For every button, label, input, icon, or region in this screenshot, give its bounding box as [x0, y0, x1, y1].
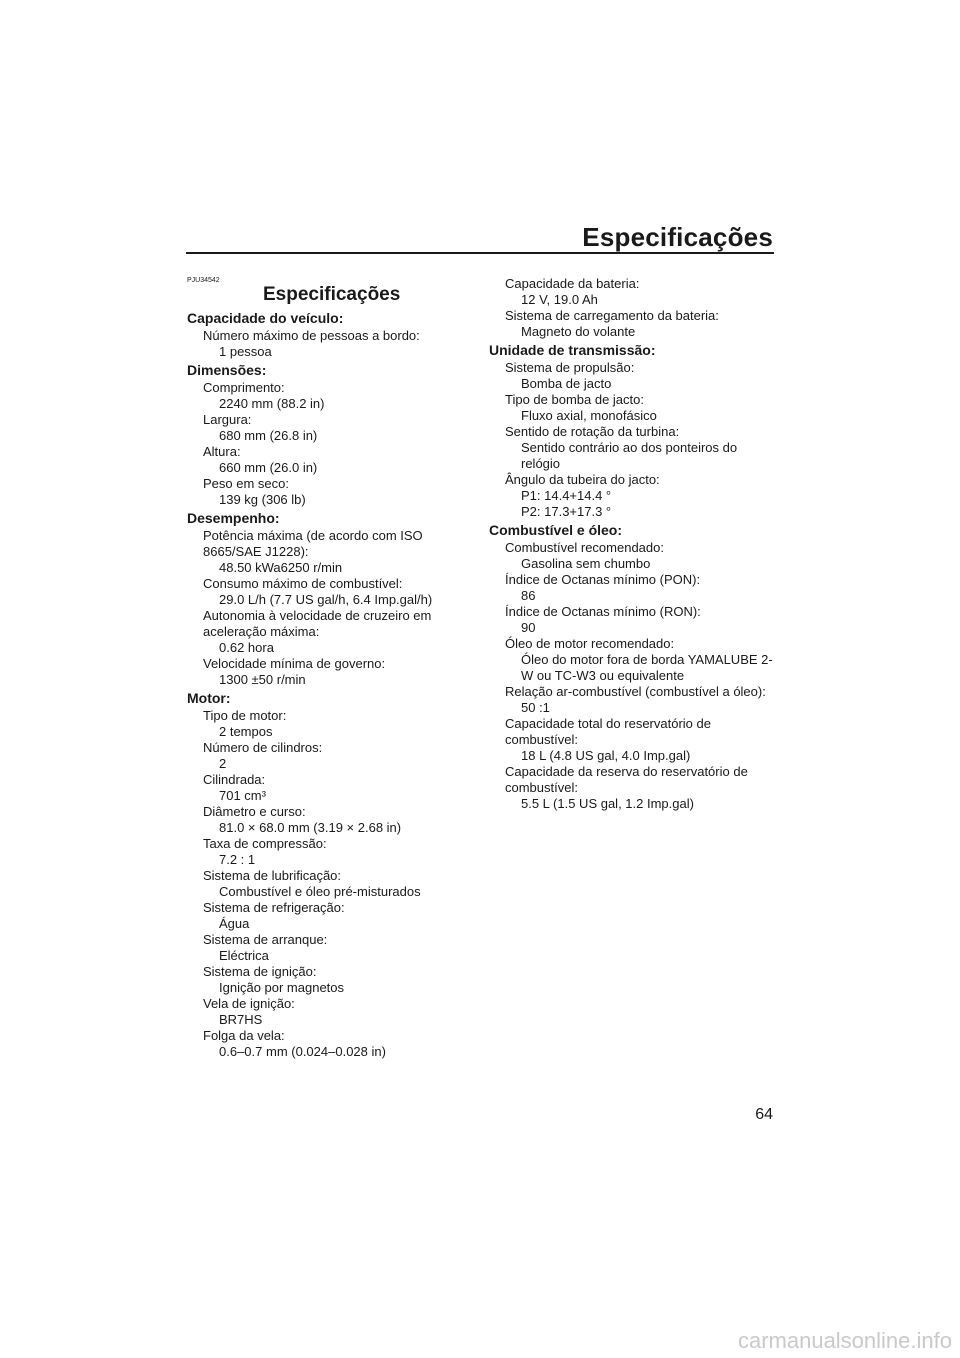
- spec-label: Tipo de motor:: [203, 708, 287, 723]
- spec-label: combustível:: [505, 732, 578, 747]
- spec-value: BR7HS: [219, 1012, 263, 1027]
- spec-value: 139 kg (306 lb): [219, 492, 306, 507]
- section-heading: Dimensões:: [187, 362, 267, 378]
- spec-value: 2240 mm (88.2 in): [219, 396, 325, 411]
- section-code: PJU34542: [187, 277, 220, 284]
- section-heading: Combustível e óleo:: [489, 522, 623, 538]
- spec-label: Combustível recomendado:: [505, 540, 664, 555]
- spec-value: 5.5 L (1.5 US gal, 1.2 Imp.gal): [521, 796, 694, 811]
- spec-label: Índice de Octanas mínimo (PON):: [505, 572, 701, 587]
- spec-label: aceleração máxima:: [203, 624, 320, 639]
- right-spec-list: [489, 276, 774, 812]
- spec-value: Eléctrica: [219, 948, 269, 963]
- spec-value: P1: 14.4+14.4 °: [521, 488, 612, 503]
- spec-value: 0.62 hora: [219, 640, 274, 655]
- spec-label: Tipo de bomba de jacto:: [505, 392, 644, 407]
- spec-label: Comprimento:: [203, 380, 285, 395]
- spec-label: Capacidade da reserva do reservatório de: [505, 764, 748, 779]
- spec-value: Combustível e óleo pré-misturados: [219, 884, 421, 899]
- page-header-title: Especificações: [582, 222, 773, 252]
- spec-value: 48.50 kWa6250 r/min: [219, 560, 343, 575]
- spec-value: 86: [521, 588, 536, 603]
- spec-value: 12 V, 19.0 Ah: [521, 292, 598, 307]
- spec-value: Sentido contrário ao dos ponteiros do relógio: [521, 440, 738, 471]
- page-number: 64: [755, 1106, 773, 1123]
- watermark: carmanualsonline.info: [737, 1328, 952, 1353]
- spec-label: Ângulo da tubeira do jacto:: [505, 472, 660, 487]
- section-heading: Motor:: [187, 690, 231, 706]
- spec-label: Sistema de lubrificação:: [203, 868, 342, 883]
- spec-value: 0.6–0.7 mm (0.024–0.028 in): [219, 1044, 386, 1059]
- spec-label: Vela de ignição:: [203, 996, 295, 1011]
- spec-label: Taxa de compressão:: [203, 836, 327, 851]
- spec-value: 29.0 L/h (7.7 US gal/h, 6.4 Imp.gal/h): [219, 592, 433, 607]
- spec-value: 660 mm (26.0 in): [219, 460, 318, 475]
- spec-value: 50 :1: [521, 700, 550, 715]
- spec-value: Bomba de jacto: [521, 376, 612, 391]
- spec-label: Óleo de motor recomendado:: [505, 636, 675, 651]
- spec-value: 2 tempos: [219, 724, 273, 739]
- spec-value: 90: [521, 620, 536, 635]
- spec-value: 1300 ±50 r/min: [219, 672, 306, 687]
- section-title: Especificações: [263, 284, 401, 305]
- spec-label: combustível:: [505, 780, 578, 795]
- section-heading: Desempenho:: [187, 510, 280, 526]
- spec-value: 2: [219, 756, 227, 771]
- spec-value: Ignição por magnetos: [219, 980, 345, 995]
- spec-value: Óleo do motor fora de borda YAMALUBE 2-: [521, 652, 773, 667]
- spec-label: Sistema de carregamento da bateria:: [505, 308, 719, 323]
- spec-label: Sistema de refrigeração:: [203, 900, 345, 915]
- spec-label: Número de cilindros:: [203, 740, 323, 755]
- spec-value: Água: [219, 916, 250, 931]
- spec-label: Velocidade mínima de governo:: [203, 656, 386, 671]
- spec-label: Capacidade da bateria:: [505, 276, 640, 291]
- spec-value: W ou TC-W3 ou equivalente: [521, 668, 685, 683]
- spec-value: Magneto do volante: [521, 324, 636, 339]
- right-column: [489, 276, 774, 812]
- spec-label: Folga da vela:: [203, 1028, 285, 1043]
- spec-value: P2: 17.3+17.3 °: [521, 504, 612, 519]
- spec-value: 18 L (4.8 US gal, 4.0 Imp.gal): [521, 748, 691, 763]
- spec-label: Autonomia à velocidade de cruzeiro em: [203, 608, 432, 623]
- spec-label: Peso em seco:: [203, 476, 289, 491]
- spec-label: Sistema de ignição:: [203, 964, 317, 979]
- spec-label: Relação ar-combustível (combustível a óleo):: [505, 684, 766, 699]
- spec-label: Altura:: [203, 444, 241, 459]
- spec-value: 1 pessoa: [219, 344, 272, 359]
- spec-value: 7.2 : 1: [219, 852, 256, 867]
- spec-label: Capacidade total do reservatório de: [505, 716, 711, 731]
- section-heading: Capacidade do veículo:: [187, 310, 344, 326]
- header-rule: [186, 252, 774, 254]
- spec-label: Número máximo de pessoas a bordo:: [203, 328, 420, 343]
- spec-value: Gasolina sem chumbo: [521, 556, 651, 571]
- spec-value: 701 cm³: [219, 788, 266, 803]
- spec-value: Fluxo axial, monofásico: [521, 408, 657, 423]
- spec-label: Diâmetro e curso:: [203, 804, 306, 819]
- left-column: [187, 276, 437, 1060]
- spec-label: Largura:: [203, 412, 252, 427]
- spec-label: Índice de Octanas mínimo (RON):: [505, 604, 701, 619]
- left-spec-list: [187, 310, 437, 1060]
- spec-label: Sistema de propulsão:: [505, 360, 635, 375]
- spec-label: Potência máxima (de acordo com ISO: [203, 528, 423, 543]
- spec-label: Consumo máximo de combustível:: [203, 576, 403, 591]
- spec-value: 81.0 × 68.0 mm (3.19 × 2.68 in): [219, 820, 402, 835]
- spec-label: Sentido de rotação da turbina:: [505, 424, 680, 439]
- spec-label: Sistema de arranque:: [203, 932, 328, 947]
- spec-label: 8665/SAE J1228):: [203, 544, 309, 559]
- spec-label: Cilindrada:: [203, 772, 266, 787]
- spec-value: 680 mm (26.8 in): [219, 428, 318, 443]
- section-heading: Unidade de transmissão:: [489, 342, 656, 358]
